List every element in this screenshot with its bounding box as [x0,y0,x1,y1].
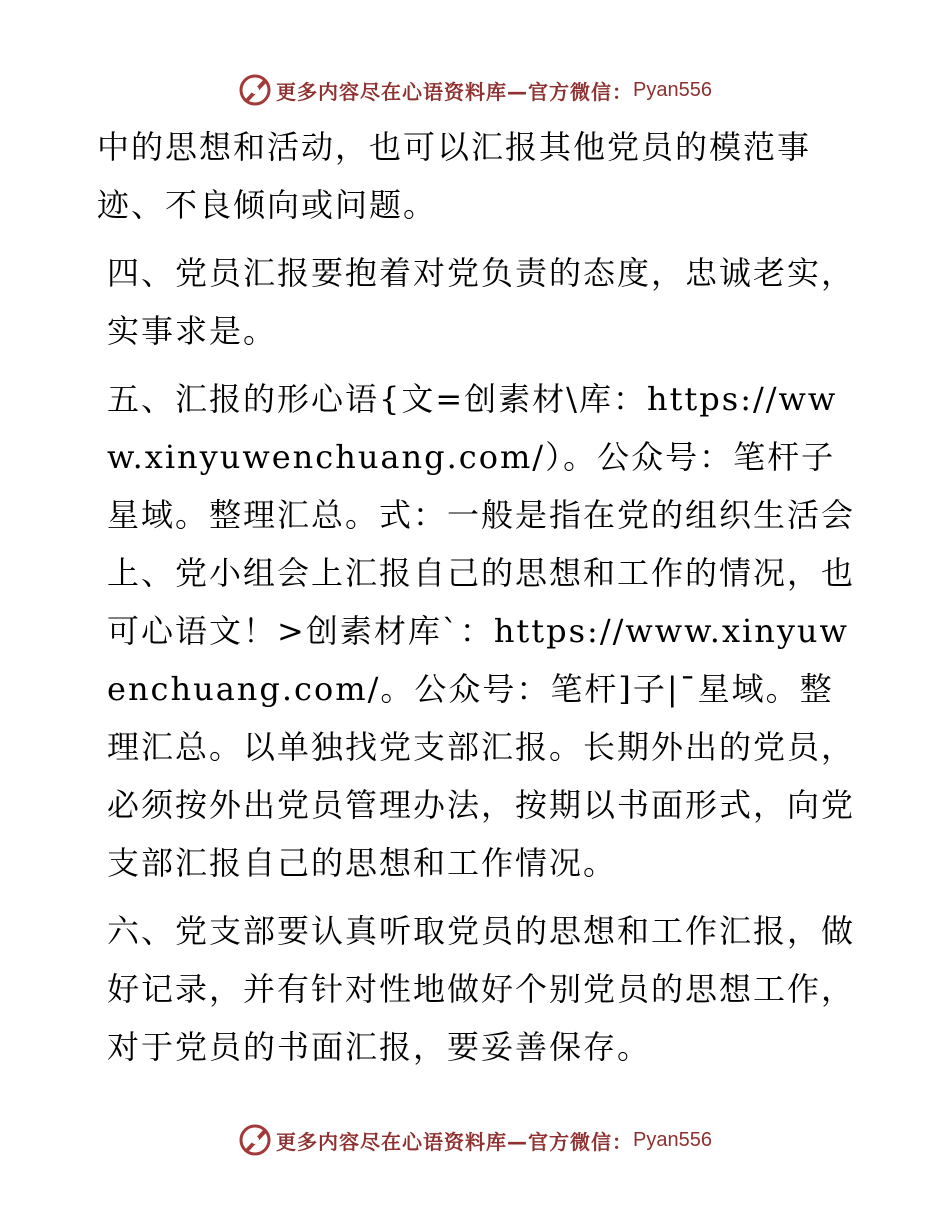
paragraph-item-4: 四、党员汇报要抱着对党负责的态度，忠诚老实，实事求是。 [107,254,856,350]
footer-banner [0,1120,950,1160]
footer-text: 更多内容尽在心语资料库—官方微信： [276,1129,634,1154]
header-wechat-id: Pyan556 [633,78,712,101]
paragraph-item-5: 五、汇报的形心语{文=创素材\库：https://www.xinyuwenchuang.com/）。公众号：笔杆子星域。整理汇总。式：一般是指在党的组织生活会上、党小组会上汇报自己的思想和工作的情况，也可心语文！>创素材库`：https://www.xinyuwenchuang.com/。公众号：笔杆]子|¯星域。整理汇总。以单独找党支部汇报。长期外出的党员，必须按外出党员管理办法，按期以书面形式，向党支部汇报自己的思想和工作情况。 [107,380,856,882]
footer-wechat-id: Pyan556 [633,1128,712,1151]
paragraph-continuation: 中的思想和活动，也可以汇报其他党员的模范事迹、不良倾向或问题。 [97,128,812,224]
header-banner [0,70,950,110]
document-body [97,118,857,1086]
paragraph-item-6: 六、党支部要认真听取党员的思想和工作汇报，做好记录，并有针对性地做好个别党员的思想工作，对于党员的书面汇报，要妥善保存。 [107,912,856,1066]
red-quill-logo-icon [238,1123,272,1157]
red-quill-logo-icon [238,73,272,107]
header-text: 更多内容尽在心语资料库—官方微信： [276,79,634,104]
